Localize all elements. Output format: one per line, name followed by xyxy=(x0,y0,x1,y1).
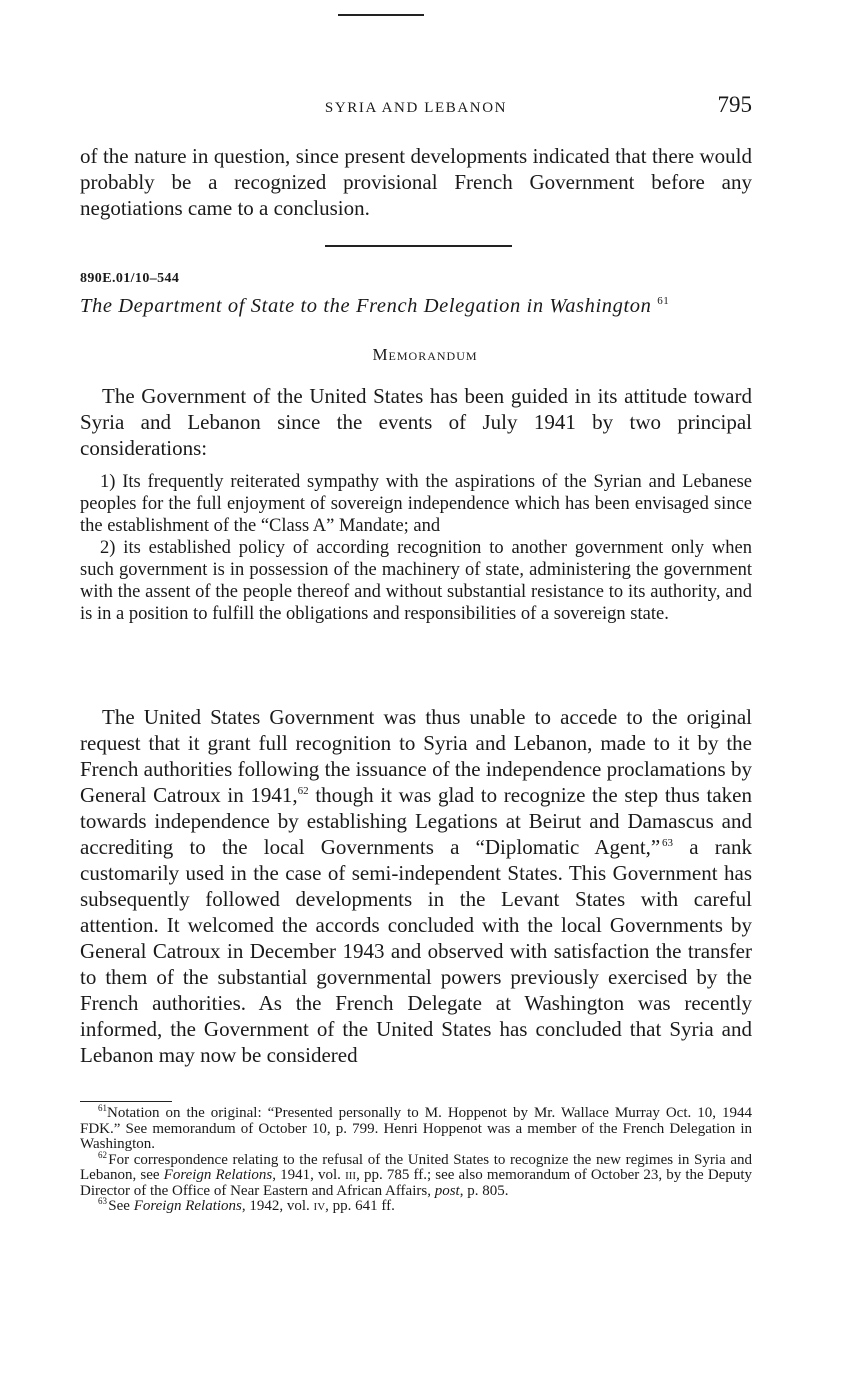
footnote-mark: 63 xyxy=(98,1196,107,1206)
memo-heading: Memorandum xyxy=(372,345,478,364)
continuation-paragraph: of the nature in question, since present developments indicated that there would probably be a recognized provisional French Government before any negotiations came to a conclusion. xyxy=(80,144,752,220)
body-text-part: The United States Government was thus unable to accede to the original request that it grant full recognition to Syria and Lebanon, made to it by the French authorities following the issuance of the independence proclamations by General Catroux in 1941, xyxy=(80,705,752,807)
footnote-62 xyxy=(80,1149,752,1200)
footnote-text: See xyxy=(108,1198,134,1214)
considerations-list xyxy=(80,471,752,625)
footnote-63 xyxy=(80,1196,752,1215)
volume-number: iii xyxy=(345,1167,357,1183)
consideration-item: 2) its established policy of according recognition to another government only when such government is in possession of the machinery of state, administering the government with the assent of the people thereof and without substantial resistance to its authority, and is in a position to fulfill the obligations and responsibilities of a sovereign state. xyxy=(80,538,752,624)
citation-post: post xyxy=(434,1182,460,1199)
citation-title: Foreign Relations xyxy=(133,1198,242,1214)
document-title xyxy=(80,295,752,318)
body-text-part: though it was glad to recognize the step thus taken towards independence by establishing Legations at Beirut and Damascus and accrediting to the local Governments a “Diplomatic Agent,” xyxy=(80,783,752,859)
body-text-part: a rank customarily used in the case of semi-independent States. This Government has subsequently followed developments in the Levant States with careful attention. It welcomed the accords concluded with the local Governments by General Catroux in December 1943 and observed with satisfaction the transfer to them of the substantial governmental powers previously exercised by the French authorities. As the French Delegate at Washington was recently informed, the Government of the United States has concluded that Syria and Lebanon may now be considered xyxy=(80,835,753,1067)
page-number: 795 xyxy=(717,92,752,117)
footnote-mark: 61 xyxy=(98,1103,107,1113)
footnote-61 xyxy=(80,1103,752,1153)
top-rule xyxy=(338,14,424,16)
file-number: 890E.01/10–544 xyxy=(80,271,180,286)
footnote-text: , pp. 785 ff.; see also memorandum of October 23, by the Deputy Director of the Office of Near Eastern and African Affairs, xyxy=(80,1167,752,1199)
footnote-text: For correspondence relating to the refusal of the United States to recognize the new regimes in Syria and Lebanon, see xyxy=(80,1151,752,1183)
consideration-item: 1) Its frequently reiterated sympathy with the aspirations of the Syrian and Lebanese peoples for the full enjoyment of sovereign independence which has been envisaged since the establishment of the “Class A” Mandate; and xyxy=(80,472,752,536)
footnote-text: , 1942, vol. xyxy=(241,1198,314,1214)
footnote-text: , p. 805. xyxy=(459,1182,509,1199)
footnote-text: Notation on the original: “Presented personally to M. Hoppenot by Mr. Wallace Murray Oct. 10, 1944 FDK.” See memorandum of October 10, p. 799. Henri Hoppenot was a member of the French Delegation in Washington. xyxy=(80,1105,752,1152)
document-title-text: The Department of State to the French Delegation in Washington xyxy=(80,295,652,317)
intro-paragraph: The Government of the United States has been guided in its attitude toward Syria and Lebanon since the events of July 1941 by two principal considerations: xyxy=(80,384,752,460)
footnote-ref-61: 61 xyxy=(657,295,670,308)
footnote-rule xyxy=(80,1101,172,1102)
section-divider xyxy=(325,245,512,247)
footnotes xyxy=(80,1103,752,1215)
footnote-text: , pp. 641 ff. xyxy=(325,1198,395,1214)
footnote-ref-62: 62 xyxy=(297,785,309,797)
running-head: SYRIA AND LEBANON xyxy=(324,100,508,116)
footnote-mark: 62 xyxy=(98,1149,107,1160)
body-paragraph xyxy=(80,704,752,1068)
footnote-text: , 1941, vol. xyxy=(272,1167,346,1183)
page-header xyxy=(80,92,752,126)
volume-number: iv xyxy=(313,1198,326,1214)
footnote-ref-63: 63 xyxy=(662,837,674,849)
citation-title: Foreign Relations xyxy=(163,1167,273,1183)
